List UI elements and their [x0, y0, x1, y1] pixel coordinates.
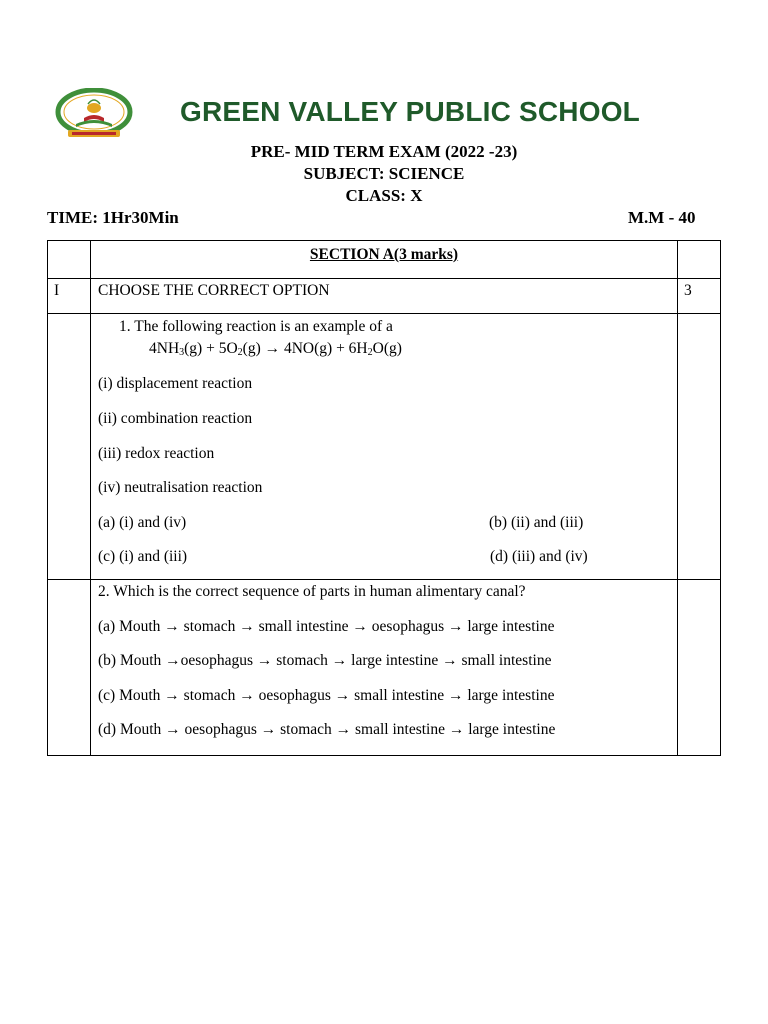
question-row-1	[48, 314, 721, 580]
exam-duration: TIME: 1Hr30Min	[47, 208, 179, 227]
part-number: I	[48, 279, 91, 314]
school-name: GREEN VALLEY PUBLIC SCHOOL	[180, 96, 640, 127]
question-1-equation: $4NH_3(g) + 5O_2(g) \to 4NO(g) + 6H_2O(g)$	[149, 340, 402, 358]
statement-iv: (iv) neutralisation reaction	[98, 479, 263, 496]
statement-iii: (iii) redox reaction	[98, 445, 215, 462]
instruction-text: CHOOSE THE CORRECT OPTION	[91, 279, 678, 314]
question-1-stem: 1. The following reaction is an example of a	[119, 318, 393, 335]
question-1-option-a: (a) (i) and (iv)	[98, 514, 187, 531]
school-logo	[54, 88, 134, 140]
exam-title: PRE- MID TERM EXAM (2022 -23)	[250, 142, 518, 161]
exam-class: CLASS: X	[345, 186, 423, 205]
statement-i: (i) displacement reaction	[98, 375, 253, 392]
question-1-option-b: (b) (ii) and (iii)	[489, 514, 584, 531]
exam-subject: SUBJECT: SCIENCE	[303, 164, 465, 183]
question-table	[47, 240, 721, 756]
question-2-option-a: (a) Mouth → stomach → small intestine → oesophagus → large intestine	[98, 618, 555, 635]
section-heading: SECTION A(3 marks)	[309, 246, 459, 263]
question-row-2	[48, 580, 721, 756]
question-1	[91, 314, 678, 580]
section-marks: 3	[678, 279, 721, 314]
statement-ii: (ii) combination reaction	[98, 410, 253, 427]
section-heading-cell	[91, 241, 678, 279]
question-2-option-d: (d) Mouth → oesophagus → stomach → small intestine → large intestine	[98, 721, 556, 738]
question-2-option-c: (c) Mouth → stomach → oesophagus → small intestine → large intestine	[98, 687, 555, 704]
instruction-row	[48, 279, 721, 314]
question-2-option-b: (b) Mouth →oesophagus → stomach → large intestine → small intestine	[98, 652, 552, 669]
section-heading-row	[48, 241, 721, 279]
question-2-stem: 2. Which is the correct sequence of parts in human alimentary canal?	[98, 583, 526, 600]
question-1-option-d: (d) (iii) and (iv)	[490, 548, 588, 565]
question-1-option-c: (c) (i) and (iii)	[98, 548, 188, 565]
question-2	[91, 580, 678, 756]
maximum-marks: M.M - 40	[628, 208, 696, 227]
